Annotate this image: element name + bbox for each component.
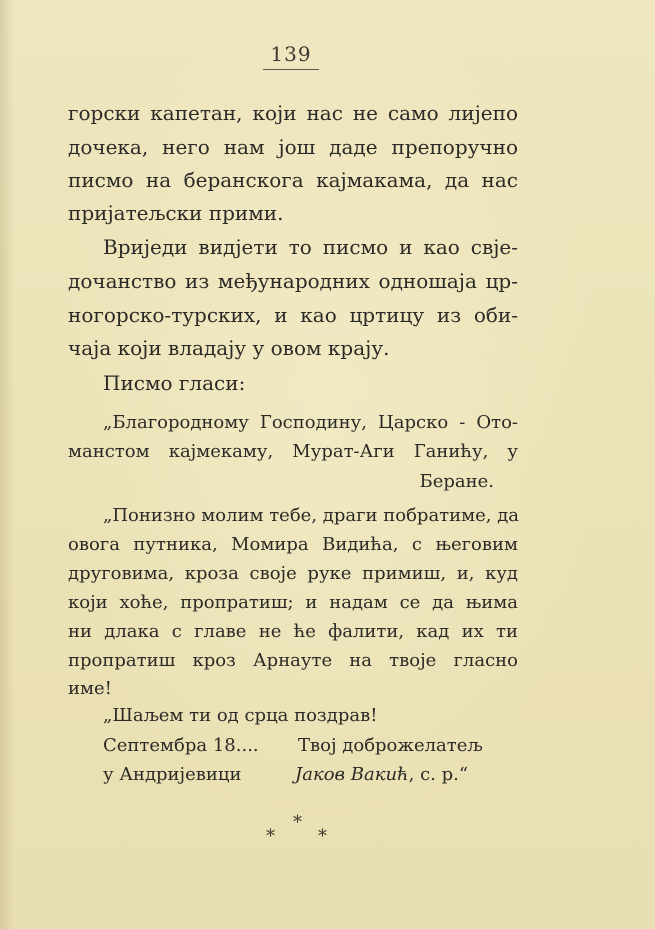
letter-greeting: „Шаљем ти од срца поздрав! <box>103 705 378 726</box>
letter-body-line-1: „Понизно молим тебе, драги побратиме, да <box>103 505 520 526</box>
letter-body-line-3: друговима, кроза своје руке примиш, и, куд <box>68 563 518 584</box>
ornament-star-right: * <box>318 826 327 847</box>
signature-date: Септембра 18.... <box>103 735 259 756</box>
paragraph-1-line-2: дочека, него нам још даде препоручно <box>68 135 518 159</box>
paragraph-1-line-3: писмо на беранскога кајмакама, да нас <box>68 168 518 192</box>
letter-body-line-2: овога путника, Момира Видића, с његовим <box>68 534 518 555</box>
signature-place: у Андријевици <box>103 764 242 785</box>
address-line-3: Беране. <box>419 471 494 492</box>
ornament-star-left: * <box>266 826 275 847</box>
signature-suffix: , с. р.“ <box>408 764 469 785</box>
letter-body-line-6: пропратиш кроз Арнауте на твоје гласно <box>68 650 518 671</box>
address-line-1: „Благородному Господину, Царско - Ото- <box>103 412 518 433</box>
paragraph-2-line-2: дочанство из међународних одношаја цр- <box>68 269 518 293</box>
letter-body-line-5: ни длака с главе не ће фалити, кад их ти <box>68 621 518 642</box>
signature-name: Јаков Вакић <box>295 764 409 785</box>
paragraph-1-line-4: пријатељски прими. <box>68 201 284 225</box>
paragraph-2-line-1: Вриједи видјети то писмо и као свје- <box>103 235 518 259</box>
letter-intro: Писмо гласи: <box>103 371 246 395</box>
page-edge-shadow <box>0 0 14 929</box>
paragraph-1-line-1: горски капетан, који нас не само лијепо <box>68 101 518 125</box>
page-number: 139 <box>270 42 312 66</box>
letter-body-line-7: име! <box>68 678 112 699</box>
paragraph-2-line-4: чаја који владају у овом крају. <box>68 336 390 360</box>
address-line-2: манстом кајмекаму, Мурат-Аги Ганићу, у <box>68 441 518 462</box>
letter-body-line-4: који хоће, пропратиш; и надам се да њима <box>68 592 518 613</box>
paragraph-2-line-3: ногорско-турских, и као цртицу из оби- <box>68 303 518 327</box>
page-number-rule <box>263 69 319 70</box>
signature-closing: Твој доброжелатељ <box>298 735 483 756</box>
signature-line <box>295 762 468 788</box>
ornament-star-top: * <box>293 812 302 833</box>
